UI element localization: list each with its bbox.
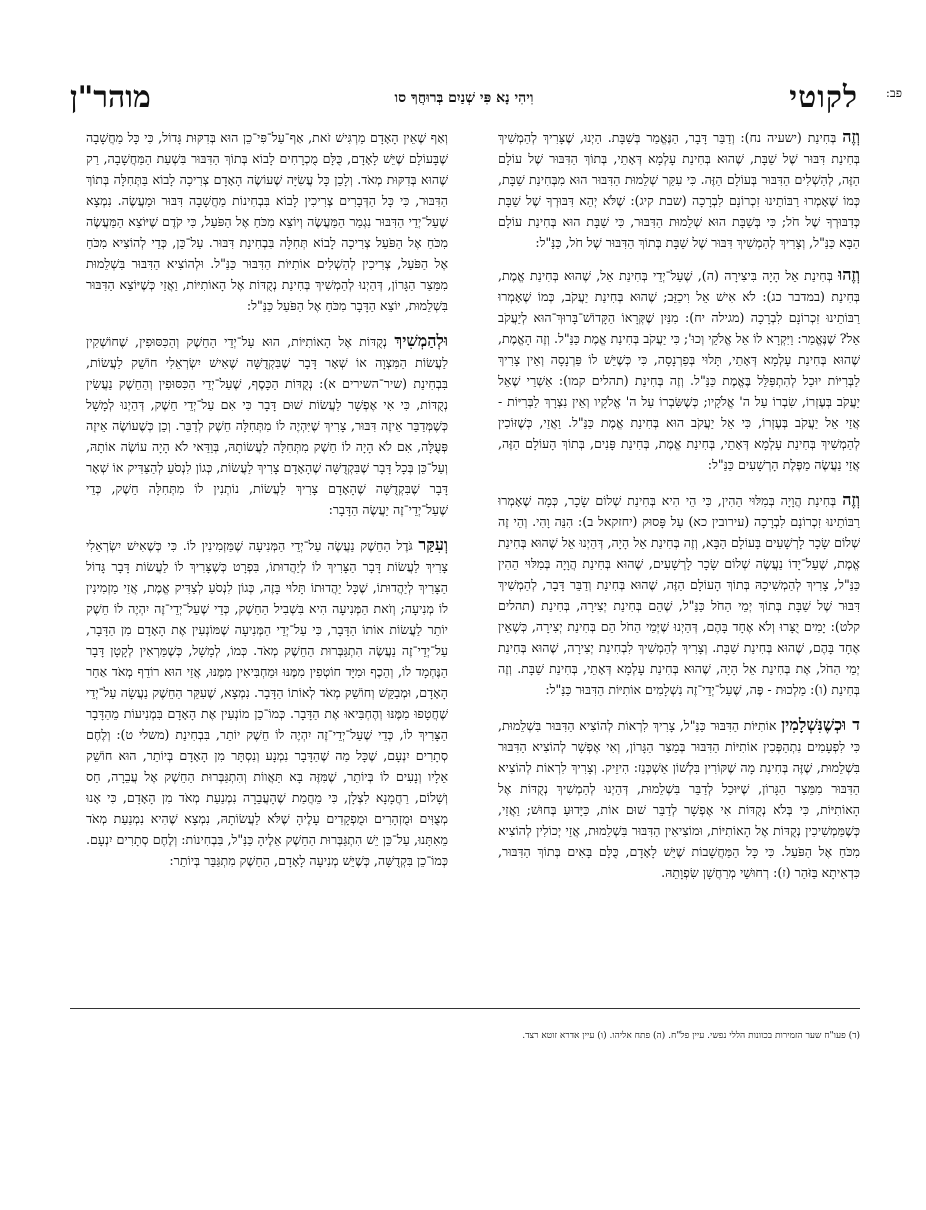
author-title: מוהר"ן [70, 80, 151, 115]
right-column [498, 126, 860, 996]
lead-word: וְזֶהוּ [838, 265, 860, 284]
lead-word: וְזֶה [842, 127, 860, 146]
footnotes: (ד) פעו"ח שער הזמירות בכוונות הללי נפשי. עיין פל"ח. (ה) פתח אליהו. (ו) עיין אדרא זוטא רצד. [522, 1031, 860, 1041]
paragraph [498, 714, 860, 883]
paragraph-text: בְּחִינַת (ישעיה נח): וְדַבֵּר דָּבָר, הַנֶּאֱמַר בְּשַׁבָּת. הַיְנוּ, שֶׁצָּרִיךְ לְהַמְשִׁיךְ בְּחִינַת דִּבּוּר שֶׁל שַׁבָּת, שֶׁהוּא בְּחִינַת עָלְמָא דְּאָתֵי, בְּתוֹךְ הַדִּבּוּר שֶׁל עוֹלָם הַזֶּה, לְהַשְׁלִים הַדִּבּוּר בְּעוֹלָם הַזֶּה. כִּי עִקַּר שְׁלֵמוּת הַדִּבּוּר הוּא מִבְּחִינַת שַׁבָּת, כְּמוֹ שֶׁאָמְרוּ רַבּוֹתֵינוּ זִכְרוֹנָם לִבְרָכָה (שבת קיג): שֶׁלֹּא יְהֵא דִּבּוּרְךָ שֶׁל שַׁבָּת כְּדִבּוּרְךָ שֶׁל חֹל; כִּי בְּשַׁבָּת הוּא שְׁלֵמוּת הַדִּבּוּר, כִּי שַׁבָּת הוּא בְּחִינַת עוֹלָם הַבָּא כַּנַּ"ל, וְצָרִיךְ לְהַמְשִׁיךְ דִּבּוּר שֶׁל שַׁבָּת בְּתוֹךְ הַדִּבּוּר שֶׁל חֹל, כַּנַּ"ל: [498, 130, 860, 250]
page-header [70, 80, 902, 120]
paragraph [86, 534, 448, 871]
paragraph-text: בְּחִינַת אֵל הָיָה בִּיצִירָה (ה), שֶׁעַל־יְדֵי בְּחִינַת אֵל, שֶׁהוּא בְּחִינַת אֱמֶת, בְּחִינַת (במדבר כג): לֹא אִישׁ אֵל וִיכַזֵּב; שֶׁהוּא בְּחִינַת יַעֲקֹב, כְּמוֹ שֶׁאָמְרוּ רַבּוֹתֵינוּ זִכְרוֹנָם לִבְרָכָה (מגילה יח): מִנַּיִן שֶׁקְּרָאוֹ הַקָּדוֹשׁ־בָּרוּךְ־הוּא לְיַעֲקֹב אֵל? שֶׁנֶּאֱמַר: וַיִּקְרָא לוֹ אֵל אֱלֹקֵי וְכוּ'; כִּי יַעֲקֹב בְּחִינַת אֱמֶת כַּנַּ"ל. וְזֶה הָאֱמֶת, שֶׁהוּא בְּחִינַת עָלְמָא דְּאָתֵי, תָּלוּי בְּפַרְנָסָה, כִּי כְּשֶׁיֵּשׁ לוֹ פַּרְנָסָה וְאֵין צָרִיךְ לַבְּרִיּוֹת יוּכַל לְהִתְפַּלֵּל בֶּאֱמֶת כַּנַּ"ל. וְזֶה בְּחִינַת (תהלים קמו): אַשְׁרֵי שֶׁאֵל יַעֲקֹב בְּעֶזְרוֹ, שִׂבְרוֹ עַל ה' אֱלֹקָיו; כְּשֶׁשִּׂבְרוֹ עַל ה' אֱלֹקָיו וְאֵין נִצְרָךְ לַבְּרִיּוֹת - אֲזַי אֵל יַעֲקֹב בְּעֶזְרוֹ, כִּי אֵל יַעֲקֹב הוּא בְּחִינַת אֱמֶת כַּנַּ"ל. וַאֲזַי, כְּשֶׁזּוֹכִין לְהַמְשִׁיךְ בְּחִינַת עָלְמָא דְּאָתֵי, בְּחִינַת אֱמֶת, בְּחִינַת פָּנִים, בְּתוֹךְ הָעוֹלָם הַזֶּה, אֲזַי נַעֲשֶׂה מַפֶּלֶת הָרְשָׁעִים כַּנַּ"ל: [498, 268, 860, 472]
paragraph [86, 126, 448, 316]
lead-word: ד וּכְשֶׁנִּשְׁלָמִין [781, 715, 860, 734]
book-title: לקוטי [789, 80, 858, 115]
folio-number: פב: [885, 86, 902, 100]
left-column [86, 126, 448, 996]
lead-word: וְזֶה [842, 490, 860, 509]
paragraph-text: אוֹתִיּוֹת הַדִּבּוּר כַּנַּ"ל, צָרִיךְ לִרְאוֹת לְהוֹצִיא הַדִּבּוּר בִּשְׁלֵמוּת, כִּי לִפְעָמִים נִתְהַפְּכִין אוֹתִיּוֹת הַדִּבּוּר בְּמֵצַר הַגָּרוֹן, וְאִי אֶפְשָׁר לְהוֹצִיא הַדִּבּוּר בִּשְׁלֵמוּת, שֶׁזֶּה בְּחִינַת מָה שֶׁקּוֹרִין בִּלְשׁוֹן אַשְׁכְּנַז: הִיזֵיק. וְצָרִיךְ לִרְאוֹת לְהוֹצִיא הַדִּבּוּר מִמֵּצַר הַגָּרוֹן, שֶׁיּוּכַל לְדַבֵּר בִּשְׁלֵמוּת, דְּהַיְנוּ לְהַמְשִׁיךְ נְקֻדּוֹת אֶל הָאוֹתִיּוֹת, כִּי בְּלֹא נְקֻדּוֹת אִי אֶפְשָׁר לְדַבֵּר שׁוּם אוֹת, כַּיָּדוּעַ בְּחוּשׁ; וַאֲזַי, כְּשֶׁמַּמְשִׁיכִין נְקֻדּוֹת אֶל הָאוֹתִיּוֹת, וּמוֹצִיאִין הַדִּבּוּר בִּשְׁלֵמוּת, אֲזַי יְכוֹלִין לְהוֹצִיא מִכֹּחַ אֶל הַפֹּעַל. כִּי כָּל הַמַּחֲשָׁבוֹת שֶׁיֵּשׁ לָאָדָם, כֻּלָּם בָּאִים בְּתוֹךְ הַדִּבּוּר, כִּדְאִיתָא בַּזֹּהַר (ז): רְחוּשֵׁי מְרַחֲשָׁן שִׂפְוָתֵהּ. [498, 718, 860, 880]
paragraph-text: וְאַף שֶׁאֵין הָאָדָם מַרְגִּישׁ זֹאת, אַף־עַל־פִּי־כֵן הוּא בְּדִקּוּת גָּדוֹל, כִּי כָּל מַחֲשָׁבָה שֶׁבָּעוֹלָם שֶׁיֵּשׁ לָאָדָם, כֻּלָּם מֻכְרָחִים לָבוֹא בְּתוֹךְ הַדִּבּוּר בִּשְׁעַת הַמַּחֲשָׁבָה, רַק שֶׁהוּא בְּדִקּוּת מְאֹד. וְלָכֵן כָּל עֲשִׂיָּה שֶׁעוֹשֶׂה הָאָדָם צְרִיכָה לָבוֹא בַּתְּחִלָּה בְּתוֹךְ הַדִּבּוּר, כִּי כָּל הַדְּבָרִים צְרִיכִין לָבוֹא בִּבְחִינוֹת מַחֲשָׁבָה דִּבּוּר וּמַעֲשֶׂה. נִמְצָא שֶׁעַל־יְדֵי הַדִּבּוּר נִגְמַר הַמַּעֲשֶׂה וְיוֹצֵא מִכֹּחַ אֶל הַפֹּעַל, כִּי קֹדֶם שֶׁיּוֹצֵא הַמַּעֲשֶׂה מִכֹּחַ אֶל הַפֹּעַל צְרִיכָה לָבוֹא תְּחִלָּה בִּבְחִינַת דִּבּוּר. עַל־כֵּן, כְּדֵי לְהוֹצִיא מִכֹּחַ אֶל הַפֹּעַל, צְרִיכִין לְהַשְׁלִים אוֹתִיּוֹת הַדִּבּוּר כַּנַּ"ל. וּלְהוֹצִיא הַדִּבּוּר בִּשְׁלֵמוּת מִמֵּצַר הַגָּרוֹן, דְּהַיְנוּ לְהַמְשִׁיךְ בְּחִינַת נְקֻדּוֹת אֶל הָאוֹתִיּוֹת, וַאֲזַי כְּשֶׁיּוֹצֵא הַדִּבּוּר בִּשְׁלֵמוּת, יוֹצֵא הַדָּבָר מִכֹּחַ אֶל הַפֹּעַל כַּנַּ"ל: [86, 130, 448, 313]
paragraph-text: גֹּדֶל הַחֵשֶׁק נַעֲשֶׂה עַל־יְדֵי הַמְּנִיעָה שֶׁמַּזְמִינִין לוֹ. כִּי כְּשֶׁאִישׁ יִשְׂרְאֵלִי צָרִיךְ לַעֲשׂוֹת דָּבָר הַצָּרִיךְ לוֹ לְיַהֲדוּתוֹ, בִּפְרָט כְּשֶׁצָּרִיךְ לוֹ לַעֲשׂוֹת דָּבָר גָּדוֹל הַצָּרִיךְ לְיַהֲדוּתוֹ, שֶׁכָּל יַהֲדוּתוֹ תָּלוּי בָּזֶה, כְּגוֹן לִנְסֹעַ לְצַדִּיק אֱמֶת, אֲזַי מַזְמִינִין לוֹ מְנִיעָה; וְזֹאת הַמְּנִיעָה הִיא בִּשְׁבִיל הַחֵשֶׁק, כְּדֵי שֶׁעַל־יְדֵי־זֶה יִהְיֶה לוֹ חֵשֶׁק יוֹתֵר לַעֲשׂוֹת אוֹתוֹ הַדָּבָר, כִּי עַל־יְדֵי הַמְּנִיעָה שֶׁמּוֹנְעִין אֶת הָאָדָם מִן הַדָּבָר, עַל־יְדֵי־זֶה נַעֲשֶׂה הִתְגַּבְּרוּת הַחֵשֶׁק מְאֹד. כְּמוֹ, לְמָשָׁל, כְּשֶׁמַּרְאִין לְקָטָן דָּבָר הַנֶּחְמָד לוֹ, וְהֵכֶף וּמִיָּד חוֹטְפִין מִמֶּנּוּ וּמַחְבִּיאִין מִמֶּנּוּ, אֲזַי הוּא רוֹדֵף מְאֹד אַחַר הָאָדָם, וּמְבַקֵּשׁ וְחוֹשֵׁק מְאֹד לְאוֹתוֹ הַדָּבָר. נִמְצָא, שֶׁעִקַּר הַחֵשֶׁק נַעֲשָׂה עַל־יְדֵי שֶׁחֲטָפוּ מִמֶּנּוּ וְהֶחְבִּיאוּ אֶת הַדָּבָר. כְּמוֹ־כֵן מוֹנְעִין אֶת הָאָדָם בִּמְנִיעוֹת מֵהַדָּבָר הַצָּרִיךְ לוֹ, כְּדֵי שֶׁעַל־יְדֵי־זֶה יִהְיֶה לוֹ חֵשֶׁק יוֹתֵר, בִּבְחִינַת (משלי ט): וְלֶחֶם סְתָרִים יִנְעָם, שֶׁכָּל מַה שֶׁהַדָּבָר נִמְנָע וְנִסְתָּר מִן הָאָדָם בְּיוֹתֵר, הוּא חוֹשֵׁק אֵלָיו וְנָעִים לוֹ בְּיוֹתֵר, שֶׁמִּזֶּה בָּא תַּאֲווֹת וְהִתְגַּבְּרוּת הַחֵשֶׁק אֶל עֲבֵרָה, חַס וְשָׁלוֹם, רַחֲמָנָא לִצְלָן, כִּי מֵחֲמַת שֶׁהָעֲבֵרָה נִמְנַעַת מְאֹד מִן הָאָדָם, כִּי אָנוּ מְצֻוִּים וּמֻזְהָרִים וּמֻפְקָדִים עָלֶיהָ שֶׁלֹּא לַעֲשׂוֹתָהּ, נִמְצָא שֶׁהִיא נִמְנַעַת מְאֹד מֵאִתָּנוּ, עַל־כֵּן יֵשׁ הִתְגַּבְּרוּת הַחֵשֶׁק אֵלֶיהָ כַּנַּ"ל, בִּבְחִינוֹת: וְלֶחֶם סְתָרִים יִנְעָם. כְּמוֹ־כֵן בִּקְדֻשָּׁה, כְּשֶׁיֵּשׁ מְנִיעָה לָאָדָם, הַחֵשֶׁק מִתְגַּבֵּר בְּיוֹתֵר: [86, 538, 448, 868]
paragraph [86, 330, 448, 520]
paragraph-text: נְקֻדּוֹת אֶל הָאוֹתִיּוֹת, הוּא עַל־יְדֵי הַחֵשֶׁק וְהַכִּסּוּפִין, שֶׁחוֹשְׁקִין לַעֲשׂוֹת הַמִּצְוָה אוֹ שְׁאָר דָּבָר שֶׁבִּקְדֻשָּׁה שֶׁאִישׁ יִשְׂרְאֵלִי חוֹשֵׁק לַעֲשׂוֹת, בִּבְחִינַת (שיר־השירים א): נְקֻדּוֹת הַכָּסֶף, שֶׁעַל־יְדֵי הַכִּסּוּפִין וְהַחֵשֶׁק נַעֲשִׂין נְקֻדּוֹת, כִּי אִי אֶפְשָׁר לַעֲשׂוֹת שׁוּם דָּבָר כִּי אִם עַל־יְדֵי חֵשֶׁק, דְּהַיְנוּ לְמָשָׁל כְּשֶׁמְּדַבֵּר אֵיזֶה דִּבּוּר, צָרִיךְ שֶׁיִּהְיֶה לוֹ מִתְּחִלָּה חֵשֶׁק לְדַבֵּר. וְכֵן כְּשֶׁעוֹשֶׂה אֵיזֶה פְּעֻלָּה, אִם לֹא הָיָה לוֹ חֵשֶׁק מִתְּחִלָּה לַעֲשׂוֹתָהּ, בְּוַדַּאי לֹא הָיָה עוֹשֶׂה אוֹתָהּ, וְעַל־כֵּן בְּכָל דָּבָר שֶׁבִּקְדֻשָּׁה שֶׁהָאָדָם צָרִיךְ לַעֲשׂוֹת, כְּגוֹן לִנְסֹעַ לְהַצַּדִּיק אוֹ שְׁאָר דָּבָר שֶׁבִּקְדֻשָּׁה שֶׁהָאָדָם צָרִיךְ לַעֲשׂוֹת, נוֹתְנִין לוֹ מִתְּחִלָּה חֵשֶׁק, כְּדֵי שֶׁעַל־יְדֵי־זֶה יַעֲשֶׂה הַדָּבָר: [86, 334, 448, 517]
lead-word: וְעִקַּר [418, 535, 448, 554]
footnote-divider [70, 1008, 860, 1009]
lead-word: וּלְהַמְשִׁיךְ [394, 331, 448, 350]
running-verse: וִיהִי נָא פִּי שְׁנַיִם בְּרוּחֲךָ סו [394, 90, 534, 106]
paragraph [498, 126, 860, 253]
paragraph-text: בְּחִינַת הֲוָיָה בְּמִלּוּי הֵהִין, כִּי הֵי הִיא בְּחִינַת שְׁלוֹם שָׂכָר, כְּמָה שֶׁאָמְרוּ רַבּוֹתֵינוּ זִכְרוֹנָם לִבְרָכָה (עירובין כא) עַל פָּסוּק (יחזקאל ב): הִנֵּה וָהִי. וְהֵי זֶה שְׁלוֹם שָׂכָר לָרְשָׁעִים בָּעוֹלָם הַבָּא, וְזֶה בְּחִינַת אֵל הָיָה, דְּהַיְנוּ אֵל שֶׁהוּא בְּחִינַת אֱמֶת, שֶׁעַל־יָדוֹ נַעֲשֶׂה שְׁלוֹם שָׂכָר לָרְשָׁעִים, שֶׁהוּא בְּחִינַת הֲוָיָה בְּמִלּוּי הֵהִין כַּנַּ"ל, צָרִיךְ לְהַמְשִׁיכָהּ בְּתוֹךְ הָעוֹלָם הַזֶּה, שֶׁהוּא בְּחִינַת וְדַבֵּר דָּבָר, לְהַמְשִׁיךְ דִּבּוּר שֶׁל שַׁבָּת בְּתוֹךְ יְמֵי הַחֹל כַּנַּ"ל, שֶׁהֵם בְּחִינַת יְצִירָה, בְּחִינַת (תהלים קלט): יָמִים יֻצָּרוּ וְלֹא אֶחָד בָּהֶם, דְּהַיְנוּ שֶׁיְּמֵי הַחֹל הֵם בְּחִינַת יְצִירָה, כְּשֶׁאֵין אֶחָד בָּהֶם, שֶׁהוּא בְּחִינַת שַׁבָּת. וְצָרִיךְ לְהַמְשִׁיךְ לִבְחִינַת יְצִירָה, שֶׁהוּא בְּחִינַת יְמֵי הַחֹל, אֶת בְּחִינַת אֵל הָיָה, שֶׁהוּא בְּחִינַת עָלְמָא דְּאָתֵי, בְּחִינַת שַׁבָּת. וְזֶה בְּחִינַת (ו): מַלְכוּת - פֶּה, שֶׁעַל־יְדֵי־זֶה נִשְׁלָמִים אוֹתִיּוֹת הַדִּבּוּר כַּנַּ"ל: [498, 493, 860, 697]
paragraph [498, 489, 860, 700]
paragraph [498, 264, 860, 475]
